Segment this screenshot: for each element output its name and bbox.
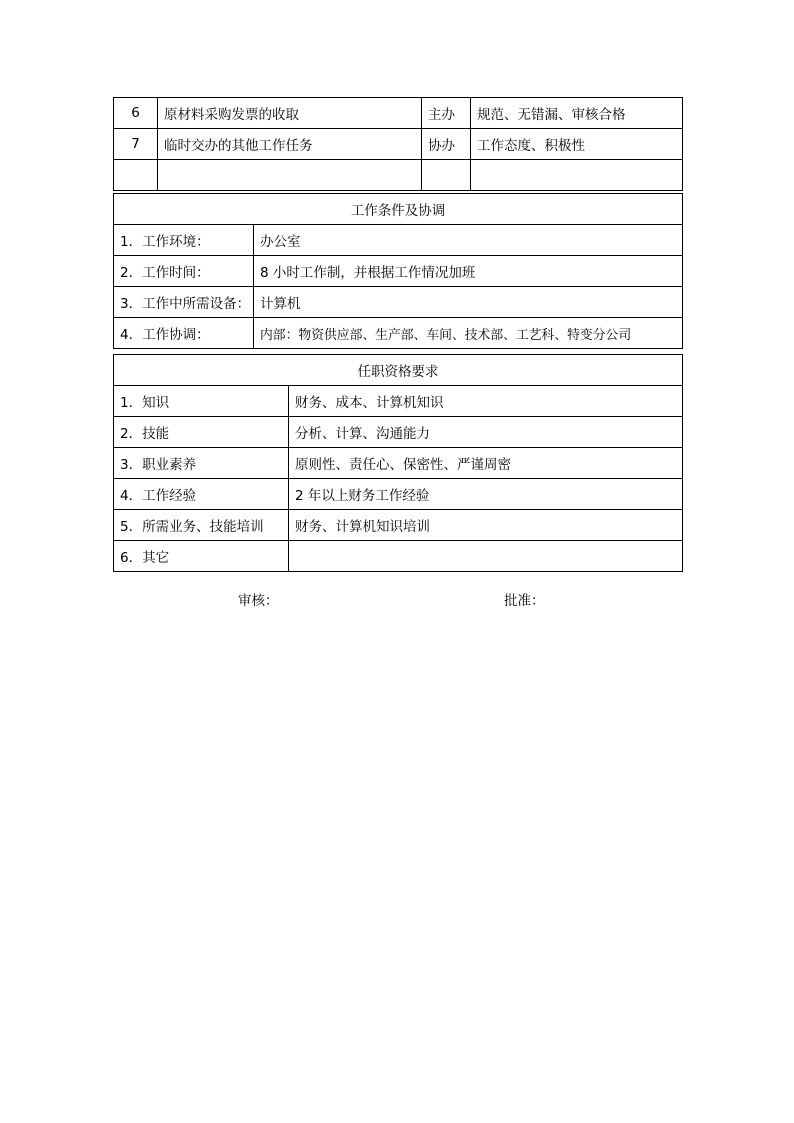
condition-value: 8 小时工作制，并根据工作情况加班 [254, 256, 683, 287]
duty-number: 7 [114, 129, 158, 160]
qualification-value: 财务、计算机知识培训 [289, 510, 683, 541]
duties-table [113, 97, 683, 191]
table-row [114, 386, 683, 417]
table-row [114, 318, 683, 349]
condition-label: 4．工作协调： [114, 318, 254, 349]
table-row [114, 541, 683, 572]
qualification-label: 1．知识 [114, 386, 289, 417]
duty-standard: 规范、无错漏、审核合格 [471, 98, 683, 129]
duty-standard: 工作态度、积极性 [471, 129, 683, 160]
conditions-heading: 工作条件及协调 [114, 194, 683, 225]
table-row [114, 479, 683, 510]
condition-label: 1．工作环境： [114, 225, 254, 256]
qualification-label: 2．技能 [114, 417, 289, 448]
qualification-value: 原则性、责任心、保密性、严谨周密 [289, 448, 683, 479]
table-row [114, 129, 683, 160]
approve-label: 批准： [504, 593, 545, 609]
duty-task: 临时交办的其他工作任务 [158, 129, 422, 160]
qualification-value: 分析、计算、沟通能力 [289, 417, 683, 448]
qualifications-table [113, 354, 683, 572]
qualification-value: 财务、成本、计算机知识 [289, 386, 683, 417]
qualification-label: 4．工作经验 [114, 479, 289, 510]
duty-task [158, 160, 422, 191]
table-row [114, 160, 683, 191]
review-label: 审核： [238, 593, 279, 609]
table-row [114, 355, 683, 386]
duty-number: 6 [114, 98, 158, 129]
table-row [114, 194, 683, 225]
duty-role: 主办 [422, 98, 471, 129]
qualification-label: 5．所需业务、技能培训 [114, 510, 289, 541]
qualification-label: 6．其它 [114, 541, 289, 572]
duty-role: 协办 [422, 129, 471, 160]
table-row [114, 510, 683, 541]
conditions-table [113, 193, 683, 349]
duty-number [114, 160, 158, 191]
qualification-label: 3．职业素养 [114, 448, 289, 479]
condition-value: 计算机 [254, 287, 683, 318]
table-row [114, 287, 683, 318]
qualifications-heading: 任职资格要求 [114, 355, 683, 386]
table-row [114, 448, 683, 479]
condition-value: 办公室 [254, 225, 683, 256]
table-row [114, 417, 683, 448]
qualification-value: 2 年以上财务工作经验 [289, 479, 683, 510]
duty-standard [471, 160, 683, 191]
duty-task: 原材料采购发票的收取 [158, 98, 422, 129]
condition-label: 3．工作中所需设备： [114, 287, 254, 318]
duty-role [422, 160, 471, 191]
table-row [114, 256, 683, 287]
qualification-value [289, 541, 683, 572]
condition-value: 内部：物资供应部、生产部、车间、技术部、工艺科、特变分公司 [254, 318, 683, 349]
table-row [114, 98, 683, 129]
table-row [114, 225, 683, 256]
condition-label: 2．工作时间： [114, 256, 254, 287]
